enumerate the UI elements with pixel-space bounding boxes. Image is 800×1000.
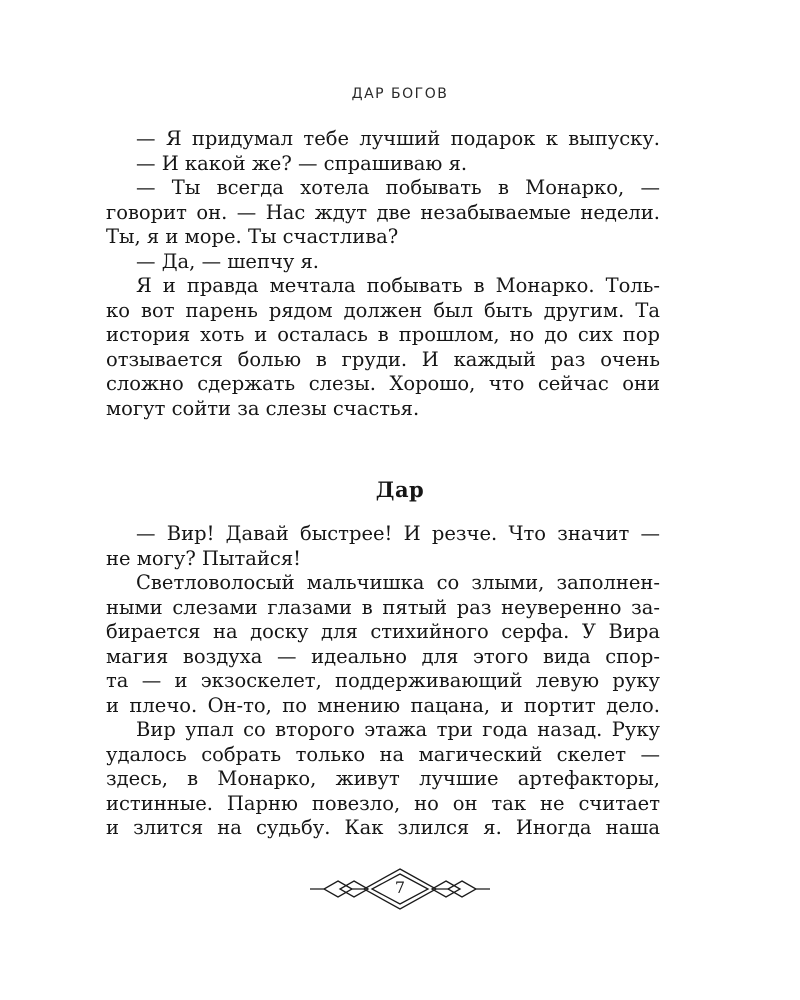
text-line: могут сойти за слезы счастья. — [106, 396, 420, 420]
text-line: ными слезами глазами в пятый раз неуверенно за- — [106, 595, 660, 619]
text-line: та — и экзоскелет, поддерживающий левую руку — [106, 669, 660, 692]
page-folio — [308, 868, 492, 910]
text-line: — Да, — шепчу я. — [136, 249, 320, 273]
text-line: здесь, в Монарко, живут лучшие артефакторы, — [106, 767, 660, 790]
text-line: Я и правда мечтала побывать в Монарко. Толь- — [136, 274, 660, 297]
text-line: — Я придумал тебе лучший подарок к выпуску. — [136, 127, 660, 150]
text-line: истинные. Парню повезло, но он так не считает — [106, 791, 660, 815]
text-line: удалось собрать только на магический скелет — — [106, 742, 660, 766]
text-line: Вир упал со второго этажа три года назад. Руку — [136, 718, 660, 741]
text-line: ко вот парень рядом должен был быть другим. Та — [106, 298, 660, 322]
text-line: сложно сдержать слезы. Хорошо, что сейчас они — [106, 372, 660, 395]
text-line: говорит он. — Нас ждут две незабываемые недели. — [106, 200, 660, 224]
text-line: — Вир! Давай быстрее! И резче. Что значит — — [136, 522, 660, 545]
text-line: отзывается болью в груди. И каждый раз очень — [106, 347, 660, 371]
text-block-2 — [106, 522, 660, 841]
text-line: не могу? Пытайся! — [106, 546, 301, 570]
chapter-title: Дар — [375, 477, 425, 502]
text-line: магия воздуха — идеально для этого вида спор- — [106, 644, 660, 668]
text-line: история хоть и осталась в прошлом, но до сих пор — [106, 323, 660, 346]
text-line: и злится на судьбу. Как злился я. Иногда наша — [106, 816, 660, 839]
text-line: и плечо. Он-то, по мнению пацана, и портит дело. — [106, 693, 660, 717]
running-head: ДАР БОГОВ — [351, 86, 449, 102]
text-line: — Ты всегда хотела побывать в Монарко, — — [136, 176, 660, 199]
text-line: Светловолосый мальчишка со злыми, заполнен- — [136, 571, 660, 594]
page-number: 7 — [394, 878, 406, 897]
text-line: — И какой же? — спрашиваю я. — [136, 151, 468, 175]
text-line: бирается на доску для стихийного серфа. У Вира — [106, 620, 660, 643]
text-line: Ты, я и море. Ты счастлива? — [106, 225, 399, 248]
text-block-1 — [106, 127, 660, 421]
